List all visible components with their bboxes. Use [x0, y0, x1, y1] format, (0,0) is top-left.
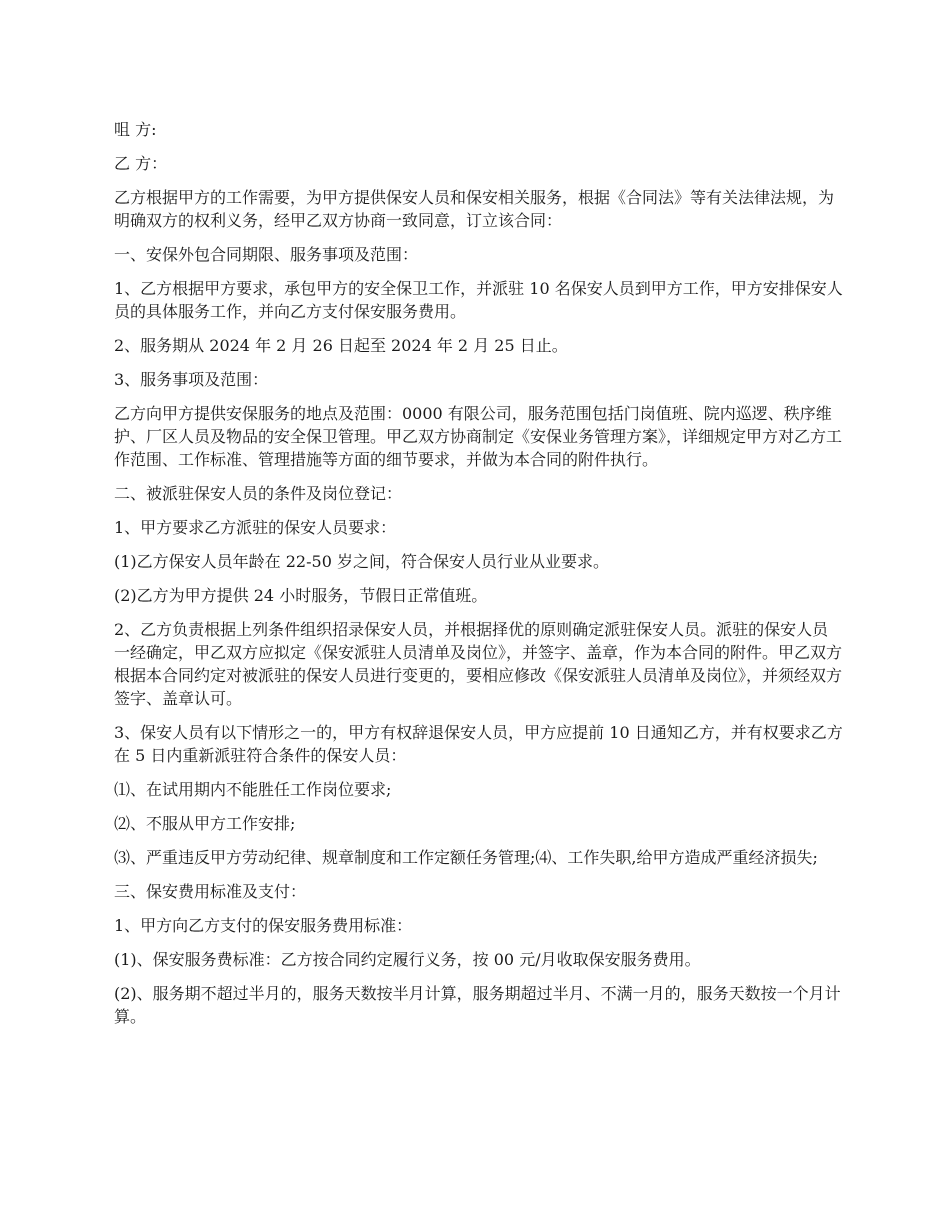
- preamble-paragraph: 乙方根据甲方的工作需要，为甲方提供保安人员和保安相关服务，根据《合同法》等有关法律法规，为明确双方的权利义务，经甲乙双方协商一致同意，订立该合同：: [114, 188, 835, 230]
- clause-1-1: 1、乙方根据甲方要求，承包甲方的安全保卫工作，并派驻 10 名保安人员到甲方工作，甲方安排保安人员的具体服务工作，并向乙方支付保安服务费用。: [114, 279, 843, 321]
- clause-3-1-item-1: (1)、保安服务费标准：乙方按合同约定履行义务，按 00 元/月收取保安服务费用。: [114, 950, 701, 969]
- section-heading-3: 三、保安费用标准及支付：: [114, 882, 307, 901]
- clause-2-3-item-1: ⑴、在试用期内不能胜任工作岗位要求;: [114, 780, 392, 799]
- clause-2-2: 2、乙方负责根据上列条件组织招录保安人员，并根据择优的原则确定派驻保安人员。派驻的保安人员一经确定，甲乙双方应拟定《保安派驻人员清单及岗位》，并签字、盖章，作为本合同的附件。甲乙双方根据本合同约定对被派驻的保安人员进行变更的，要相应修改《保安派驻人员清单及岗位》，并须经双方签字、盖章认可。: [114, 620, 843, 708]
- clause-1-3: 3、服务事项及范围：: [114, 370, 269, 389]
- clause-2-1-item-2: (2)乙方为甲方提供 24 小时服务，节假日正常值班。: [114, 586, 488, 605]
- clause-1-2: 2、服务期从 2024 年 2 月 26 日起至 2024 年 2 月 25 日止。: [114, 336, 568, 355]
- party-a-line: 咀 方:: [114, 120, 157, 139]
- clause-2-3-item-2: ⑵、不服从甲方工作安排;: [114, 814, 296, 833]
- clause-3-1-item-2: (2)、服务期不超过半月的，服务天数按半月计算，服务期超过半月、不满一月的，服务天数按一个月计算。: [114, 984, 841, 1026]
- clause-2-1-item-1: (1)乙方保安人员年龄在 22-50 岁之间，符合保安人员行业从业要求。: [114, 552, 609, 571]
- clause-2-3-item-3: ⑶、严重违反甲方劳动纪律、规章制度和工作定额任务管理;⑷、工作失职,给甲方造成严重经济损失;: [114, 848, 818, 867]
- clause-3-1: 1、甲方向乙方支付的保安服务费用标准：: [114, 916, 413, 935]
- document-page: [114, 118, 844, 1039]
- service-scope-paragraph: 乙方向甲方提供安保服务的地点及范围：0000 有限公司，服务范围包括门岗值班、院内巡逻、秩序维护、厂区人员及物品的安全保卫管理。甲乙双方协商制定《安保业务管理方案》，详细规定甲方对乙方工作范围、工作标准、管理措施等方面的细节要求，并做为本合同的附件执行。: [114, 404, 843, 469]
- section-heading-1: 一、安保外包合同期限、服务事项及范围：: [114, 245, 419, 264]
- party-b-line: 乙 方：: [114, 154, 168, 173]
- clause-2-3: 3、保安人员有以下情形之一的，甲方有权辞退保安人员，甲方应提前 10 日通知乙方，并有权要求乙方在 5 日内重新派驻符合条件的保安人员：: [114, 723, 843, 765]
- section-heading-2: 二、被派驻保安人员的条件及岗位登记：: [114, 484, 403, 503]
- clause-2-1: 1、甲方要求乙方派驻的保安人员要求：: [114, 518, 397, 537]
